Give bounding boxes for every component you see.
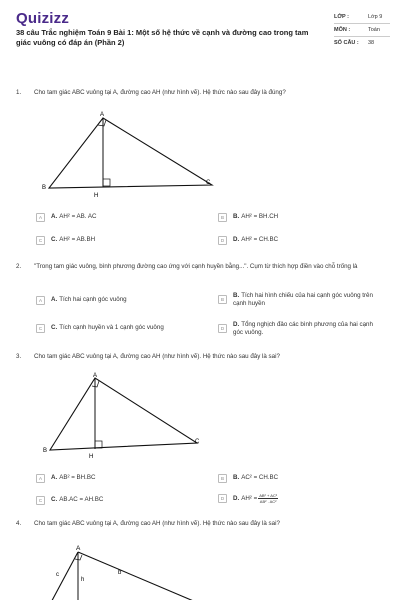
meta-mon-value: Toán [368,27,380,33]
option-text: AH² = [241,494,258,502]
vertex-label-h: H [89,454,94,460]
option-text: AH² = BH.CH [241,213,279,220]
triangle-figure-4 [40,538,220,600]
option-letter: B. [233,292,240,299]
vertex-label-h: H [94,193,99,199]
option-3a[interactable] [36,474,196,483]
option-1a[interactable] [36,213,196,222]
option-letter: B. [233,474,240,481]
question-text: Cho tam giác ABC vuông tại A, đường cao AH (như hình vẽ). Hệ thức nào sau đây là sai? [34,520,280,527]
fraction-denominator: AB² . AC² [259,499,277,504]
question-text: Cho tam giác ABC vuông tại A, đường cao AH (như hình vẽ). Hệ thức nào sau đây là sai? [34,353,280,360]
option-text: Tổng nghịch đảo các bình phương của hai cạnh góc vuông. [233,321,373,336]
fraction-numerator: AB² + AC² [259,493,278,498]
option-2a[interactable] [36,296,196,305]
meta-lop-value: Lớp 9 [368,14,383,20]
option-box: A [36,296,45,305]
side-label-c: c [56,572,59,578]
option-letter: A. [51,213,58,220]
triangle-figure-1 [40,108,230,204]
quizizz-logo: Quizizz [16,10,70,27]
question-1 [16,89,388,98]
vertex-label-a: A [93,373,98,379]
option-text: AH² = AB.BH [59,236,96,243]
option-box: B [218,474,227,483]
option-box: A [36,213,45,222]
option-box: A [36,474,45,483]
meta-socau-value: 38 [368,40,375,46]
option-box: D [218,494,227,503]
option-box: B [218,213,227,222]
option-letter: C. [51,496,58,503]
option-letter: D. [233,236,240,243]
triangle-figure-3 [40,370,220,462]
question-4 [16,520,388,529]
question-number: 4. [16,520,22,527]
option-text: AB.AC = AH.BC [59,496,104,503]
option-box: C [36,236,45,245]
question-2 [16,263,388,272]
question-number: 3. [16,353,22,360]
figure-holder-3 [40,370,220,462]
question-text: Cho tam giác ABC vuông tại A, đường cao AH (như hình vẽ). Hệ thức nào sau đây là đúng? [34,89,286,96]
option-letter: A. [51,296,58,303]
vertex-label-b: B [43,448,48,454]
vertex-label-b: B [42,185,47,191]
option-text: AH² = CH.BC [241,236,279,243]
option-letter: A. [51,474,58,481]
question-number: 2. [16,263,22,270]
vertex-label-c: C [195,439,200,445]
option-3d[interactable] [218,493,378,504]
question-number: 1. [16,89,22,96]
option-letter: C. [51,236,58,243]
option-box: C [36,324,45,333]
vertex-label-a: A [76,545,81,552]
option-2d[interactable] [218,321,382,337]
option-3c[interactable] [36,496,196,505]
option-text: AH² = AB. AC [59,213,97,220]
side-label-h: h [81,577,85,583]
meta-socau-label: SỐ CÂU : [334,40,359,46]
option-text: Tích hai cạnh góc vuông [59,296,127,303]
option-text: AC² = CH.BC [241,474,279,481]
question-text: "Trong tam giác vuông, bình phương đường cao ứng với cạnh huyền bằng...". Cụm từ thích hợp điền vào chỗ trống là [34,263,358,270]
option-1b[interactable] [218,213,378,222]
option-letter: B. [233,213,240,220]
vertex-label-c: C [206,180,211,186]
meta-divider [334,36,390,37]
option-text: Tích cạnh huyền và 1 cạnh góc vuông [59,324,164,331]
option-letter: D. [233,321,240,328]
option-2c[interactable] [36,324,206,333]
option-box: D [218,236,227,245]
option-text: Tích hai hình chiếu của hai cạnh góc vuông trên cạnh huyền [233,292,373,307]
option-box: C [36,496,45,505]
worksheet-meta [334,14,390,46]
meta-lop-label: LỚP : [334,14,349,20]
vertex-label-a: A [100,112,105,118]
option-letter: D. [233,494,240,502]
option-1d[interactable] [218,236,378,245]
option-box: B [218,295,227,304]
fraction [258,493,278,504]
option-3b[interactable] [218,474,378,483]
option-2b[interactable] [218,292,382,308]
option-text: AB² = BH.BC [59,474,96,481]
question-3 [16,353,388,362]
side-label-b: b [118,570,122,576]
page-title: 38 câu Trắc nghiệm Toán 9 Bài 1: Một số hệ thức về cạnh và đường cao trong tam giác vuông có đáp án (Phần 2) [16,28,309,47]
meta-divider [334,23,390,24]
meta-mon-label: MÔN : [334,27,351,33]
option-box: D [218,324,227,333]
option-letter: C. [51,324,58,331]
option-1c[interactable] [36,236,196,245]
